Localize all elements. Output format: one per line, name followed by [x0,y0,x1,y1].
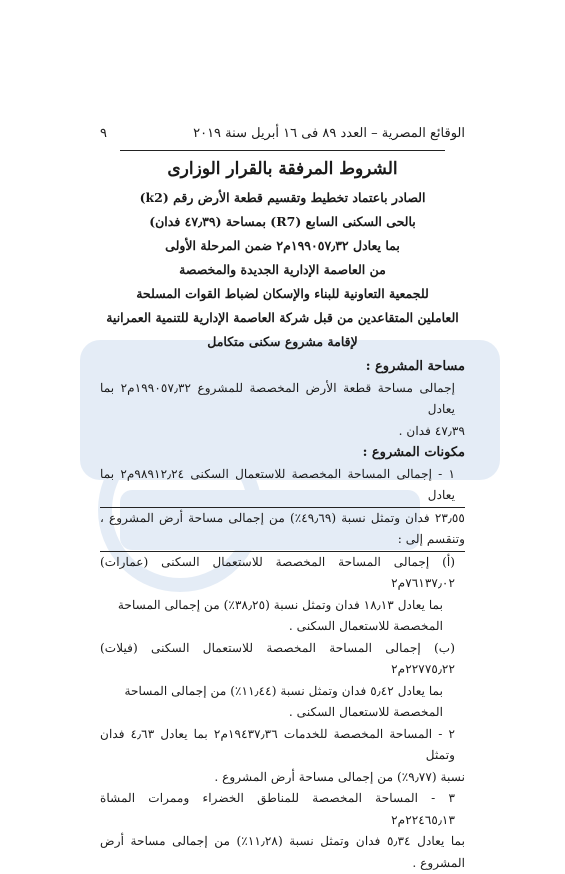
area-text-line: إجمالى مساحة قطعة الأرض المخصصة للمشروع ١٩٩٠٥٧٫٣٢م٢ بما يعادل [100,380,455,416]
item3-line: ٣ - المساحة المخصصة للمناطق الخضراء وممرات المشاة ٢٢٤٦٥٫١٣م٢ [100,791,455,827]
subtitle-line: الصادر باعتماد تخطيط وتقسيم قطعة الأرض رقم (k2) [139,190,426,205]
area-heading: مساحة المشروع : [365,359,465,374]
item2-line: نسبة (٩٫٧٧٪) من إجمالى مساحة أرض المشروع . [214,769,465,784]
item3-line: بما يعادل ٥٫٣٤ فدان وتمثل نسبة (١١٫٢٨٪) من إجمالى مساحة أرض المشروع . [100,834,465,870]
document-title: الشروط المرفقة بالقرار الوزارى [167,159,398,179]
item1-line: ٢٣٫٥٥ فدان وتمثل نسبة (٤٩٫٦٩٪) من إجمالى مساحة أرض المشروع ، وتنقسم إلى : [100,508,465,552]
area-text-line: ٤٧٫٣٩ فدان . [398,423,465,438]
page-number: ٩ [100,126,107,141]
item1-line: ١ - إجمالى المساحة المخصصة للاستعمال السكنى ٩٨٩١٢٫٢٤م٢ بما يعادل [100,464,465,508]
subtitle-line: للجمعية التعاونية للبناء والإسكان لضباط القوات المسلحة [136,286,429,301]
subtitle-line: لإقامة مشروع سكنى متكامل [207,334,358,349]
item1a-line: بما يعادل ١٨٫١٣ فدان وتمثل نسبة (٣٨٫٢٥٪) من إجمالى المساحة [117,597,443,612]
item2-line: ٢ - المساحة المخصصة للخدمات ١٩٤٣٧٫٣٦م٢ بما يعادل ٤٫٦٣ فدان وتمثل [100,726,456,762]
subtitle-line: من العاصمة الإدارية الجديدة والمخصصة [179,262,386,277]
item1a-line: المخصصة للاستعمال السكنى . [288,619,443,633]
components-heading: مكونات المشروع : [362,445,465,460]
header-rule [120,150,445,151]
item1b-line: المخصصة للاستعمال السكنى . [288,705,443,719]
item1b-line: (ب) إجمالى المساحة المخصصة للاستعمال السكنى (فيلات) ٢٢٧٧٥٫٢٢م٢ [100,640,455,676]
page-header [100,126,465,141]
item1b-line: بما يعادل ٥٫٤٢ فدان وتمثل نسبة (١١٫٤٤٪) من إجمالى المساحة [124,683,443,698]
document-body [100,356,465,874]
subtitle-line: العاملين المتقاعدين من قبل شركة العاصمة الإدارية للتنمية العمرانية [106,310,459,325]
gazette-header-title: الوقائع المصرية – العدد ٨٩ فى ١٦ أبريل سنة ٢٠١٩ [193,126,465,141]
subtitle-line: بالحى السكنى السابع (R7) بمساحة (٤٧٫٣٩ فدان) [149,214,416,229]
subtitle-line: بما يعادل ١٩٩٠٥٧٫٣٢م٢ ضمن المرحلة الأولى [165,238,400,253]
item1a-line: (أ) إجمالى المساحة المخصصة للاستعمال السكنى (عمارات) ٧٦١٣٧٫٠٢م٢ [100,554,455,590]
